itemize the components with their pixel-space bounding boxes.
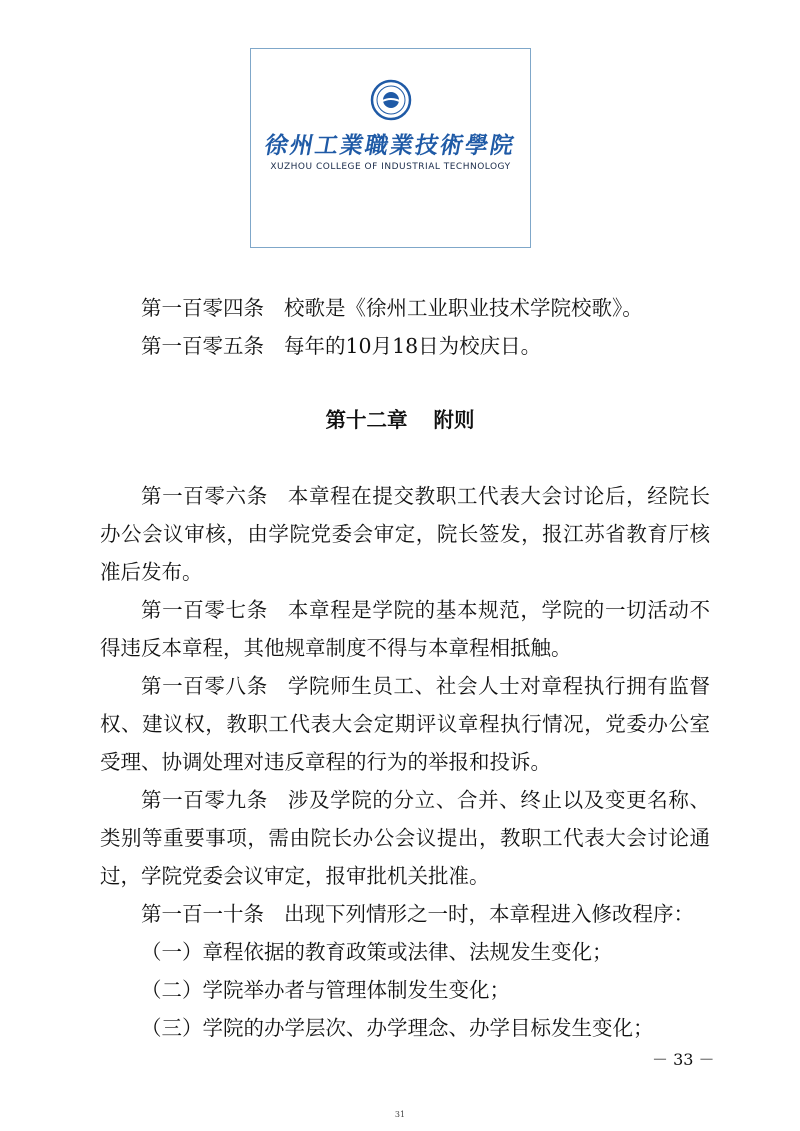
list-item: （二）学院举办者与管理体制发生变化；: [141, 978, 510, 1002]
article-110: [141, 895, 694, 933]
list-item: （三）学院的办学层次、办学理念、办学目标发生变化；: [141, 1016, 654, 1040]
article-label: 第一百零八条: [141, 674, 268, 698]
article-107: [100, 591, 710, 667]
page-number: － 33 －: [652, 1050, 715, 1069]
article-text: 学院师生员工、社会人士对章程执行拥有监督权、建议权，教职工代表大会定期评议章程执行情况，党委办公室受理、协调处理对违反章程的行为的举报和投诉。: [100, 674, 711, 774]
article-104: [141, 289, 643, 327]
article-106: [100, 477, 710, 591]
chapter-title: 附则: [433, 408, 475, 432]
list-item: （一）章程依据的教育政策或法律、法规发生变化；: [141, 940, 613, 964]
article-label: 第一百零五条: [141, 334, 264, 358]
college-name-cn: 徐州工業職業技術學院: [262, 133, 518, 159]
scan-page-number: 31: [394, 1110, 406, 1119]
article-label: 第一百零九条: [141, 788, 268, 812]
college-name-en: XUZHOU COLLEGE OF INDUSTRIAL TECHNOLOGY: [270, 162, 511, 172]
article-text: 每年的10月18日为校庆日。: [284, 334, 542, 358]
article-label: 第一百零四条: [141, 296, 264, 320]
chapter-heading: [0, 403, 800, 433]
article-label: 第一百一十条: [141, 902, 264, 926]
article-text: 涉及学院的分立、合并、终止以及变更名称、类别等重要事项，需由院长办公会议提出，教职工代表大会讨论通过，学院党委会议审定，报审批机关批准。: [100, 788, 711, 888]
article-109: [100, 781, 710, 895]
article-label: 第一百零七条: [141, 598, 268, 622]
article-text: 出现下列情形之一时，本章程进入修改程序：: [284, 902, 694, 926]
article-text: 校歌是《徐州工业职业技术学院校歌》。: [284, 296, 643, 320]
article-text: 本章程是学院的基本规范，学院的一切活动不得违反本章程，其他规章制度不得与本章程相抵触。: [100, 598, 711, 660]
college-emblem-icon: [370, 79, 412, 121]
chapter-number: 第十二章: [325, 408, 408, 432]
article-108: [100, 667, 710, 781]
article-label: 第一百零六条: [141, 484, 268, 508]
article-105: [141, 327, 541, 365]
logo-box: [250, 48, 531, 248]
article-text: 本章程在提交教职工代表大会讨论后，经院长办公会议审核，由学院党委会审定，院长签发，报江苏省教育厅核准后发布。: [100, 484, 711, 584]
